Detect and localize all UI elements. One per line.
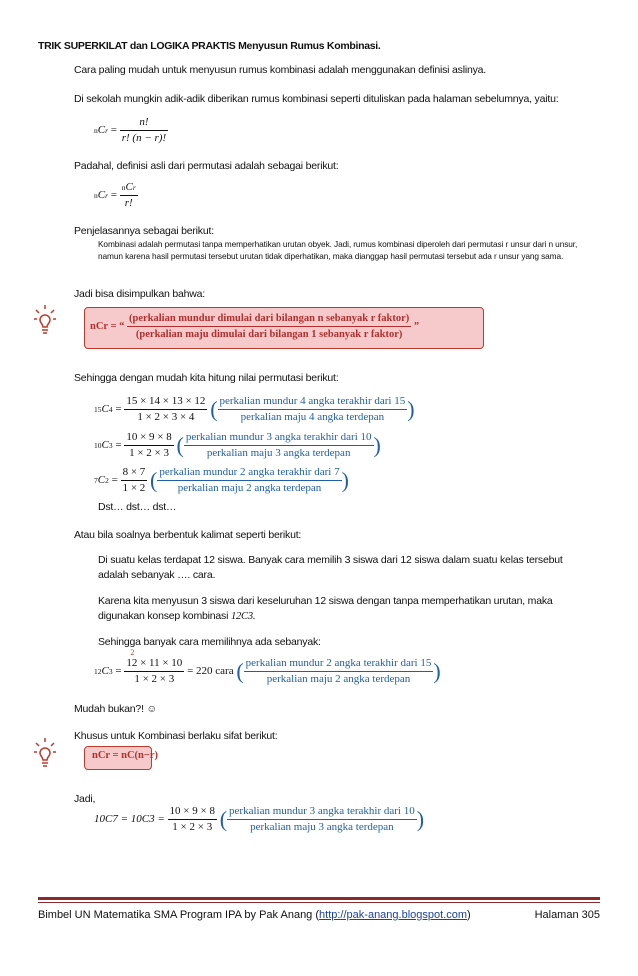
footer-rule-thin [38, 902, 600, 903]
footer-left: Bimbel UN Matematika SMA Program IPA by Pak Anang (http://pak-anang.blogspot.com) [38, 909, 471, 921]
blog-link[interactable]: http://pak-anang.blogspot.com [319, 909, 468, 921]
paragraph-7: Atau bila soalnya berbentuk kalimat seperti berikut: [74, 529, 302, 541]
paragraph-4: Penjelasannya sebagai berikut: [74, 225, 214, 237]
answer-line-3: Sehingga banyak cara memilihnya ada sebanyak: [98, 636, 321, 648]
footer-rule-thick [38, 897, 600, 900]
dst-text: Dst… dst… dst… [98, 501, 177, 513]
example-15C4: 15C4 = $\frac{15 \times 14 \times 13 \times 12}{1 \times 2 \times 3 \times 4}$ ( $\frac{\text{perkalian mundur 4 angka terakhir dari 15}}{\text{perkalian maju 4 angka terdepan}}$ ) [94, 395, 415, 423]
answer-line-2: digunakan konsep kombinasi 12C3. [98, 610, 256, 622]
page-title: TRIK SUPERKILAT dan LOGIKA PRAKTIS Menyusun Rumus Kombinasi. [38, 40, 381, 52]
example-10C7: 10C7 = 10C3 = $\frac{10 \times 9 \times 8}{1 \times 2 \times 3}$ ( $\frac{\text{perkalian mundur 3 angka terakhir dari 10}}{\text{perkalian maju 3 angka terdepan}}$ ) [94, 805, 425, 833]
example-7C2: 7C2 = $\frac{8 \times 7}{1 \times 2}$ ( $\frac{\text{perkalian mundur 2 angka terakhir dari 7}}{\text{perkalian maju 2 angka terdepan}}$ ) [94, 466, 349, 494]
lightbulb-icon [34, 305, 56, 335]
paragraph-8: Mudah bukan?! ☺ [74, 703, 158, 715]
paragraph-3: Padahal, definisi asli dari permutasi adalah sebagai berikut: [74, 160, 339, 172]
summary-formula: nCr = “ $\frac{\text{(perkalian mundur dimulai dari bilangan n sebanyak r faktor)}}{\text{(perkalian maju dimulai dari bilangan 1 sebanyak r faktor)}}$ ” [90, 313, 420, 340]
answer-line-1: Karena kita menyusun 3 siswa dari keseluruhan 12 siswa dengan tanpa memperhatikan urutan, maka [98, 595, 553, 607]
paragraph-6: Sehingga dengan mudah kita hitung nilai permutasi berikut: [74, 372, 339, 384]
example-10C3: 10C3 = $\frac{10 \times 9 \times 8}{1 \times 2 \times 3}$ ( $\frac{\text{perkalian mundur 3 angka terakhir dari 10}}{\text{perkalian maju 3 angka terdepan}}$ ) [94, 431, 381, 459]
paragraph-9: Khusus untuk Kombinasi berlaku sifat berikut: [74, 730, 278, 742]
question-line-2: adalah sebanyak …. cara. [98, 569, 216, 581]
paragraph-10: Jadi, [74, 793, 96, 805]
page-number: Halaman 305 [534, 909, 600, 921]
lightbulb-icon [34, 738, 56, 768]
example-12C3: 12C3 = 2 12 × 11 × 10 1 × 2 × 3 = 220 cara ( $\frac{\text{perkalian mundur 2 angka terakhir dari 15}}{\text{perkalian maju 2 angka terdepan}}$ ) [94, 648, 441, 685]
paragraph-1: Cara paling mudah untuk menyusun rumus kombinasi adalah menggunakan definisi aslinya. [74, 64, 487, 76]
question-line-1: Di suatu kelas terdapat 12 siswa. Banyak cara memilih 3 siswa dari 12 siswa dalam suatu kelas tersebut [98, 554, 563, 566]
paragraph-5: Jadi bisa disimpulkan bahwa: [74, 288, 205, 300]
formula-combination-definition: nCr = $\frac{\text{nCr}}{r!}$ [94, 181, 136, 209]
paragraph-2: Di sekolah mungkin adik-adik diberikan rumus kombinasi seperti dituliskan pada halaman sebelumnya, yaitu: [74, 93, 559, 105]
explanation-text: Kombinasi adalah permutasi tanpa memperhatikan urutan obyek. Jadi, rumus kombinasi diperoleh dari permutasi r unsur dari n unsur, namun karena hasil permutasi tersebut urutan tidak diperhatikan, maka dianggap hasil permutasi tersebut ada r unsur yang sama. [98, 239, 578, 261]
property-formula: nCr = nC(n−r) [92, 750, 159, 761]
formula-combination-standard: nCr = $\frac{n!}{r! (n - r)!}$ [94, 116, 167, 144]
